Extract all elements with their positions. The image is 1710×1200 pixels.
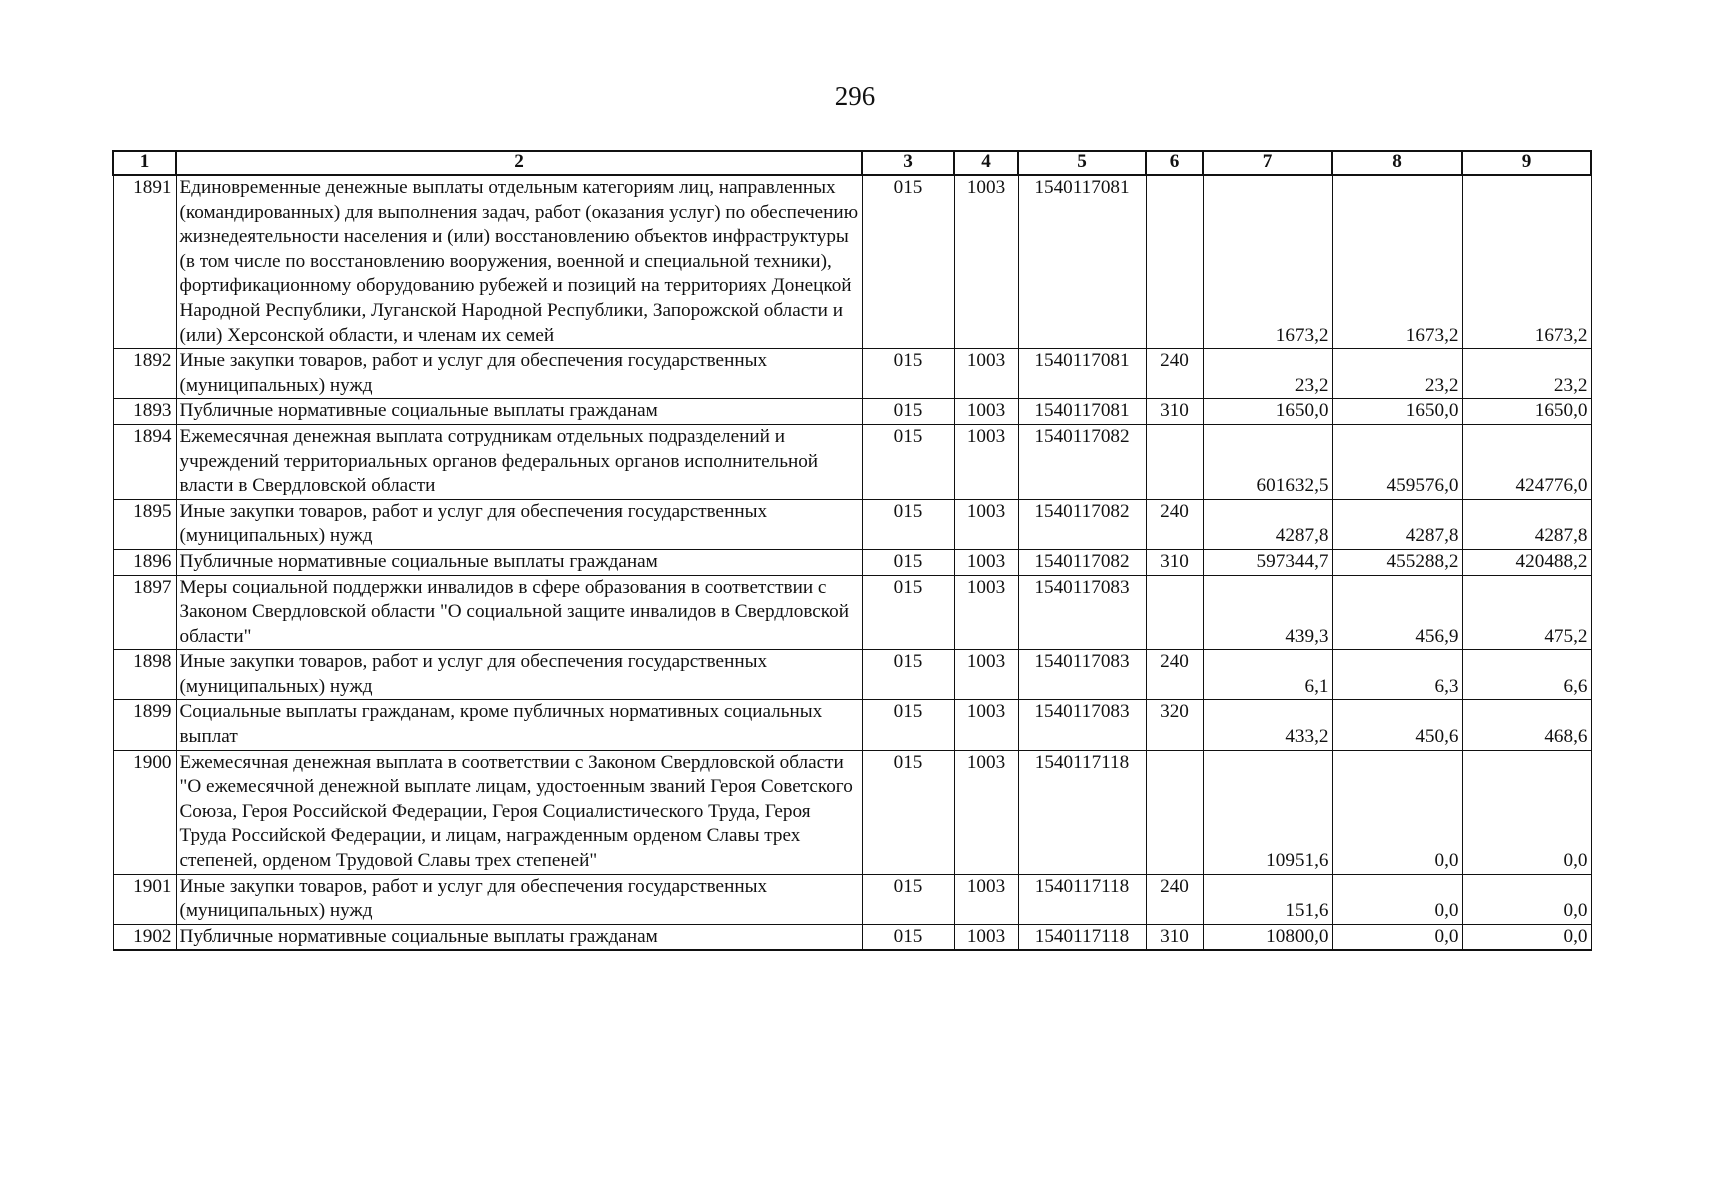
expense-type-code: 240	[1146, 874, 1203, 924]
ministry-code: 015	[862, 924, 954, 950]
section-code: 1003	[954, 349, 1018, 399]
row-description: Ежемесячная денежная выплата сотрудникам отдельных подразделений и учреждений территориальных органов федеральных органов исполнительной власти в Свердловской области	[176, 424, 862, 499]
row-description: Публичные нормативные социальные выплаты гражданам	[176, 549, 862, 575]
row-description: Иные закупки товаров, работ и услуг для обеспечения государственных (муниципальных) нужд	[176, 650, 862, 700]
table-row	[113, 349, 1591, 399]
expense-type-code: 240	[1146, 650, 1203, 700]
amount-col-7: 10951,6	[1203, 750, 1332, 874]
amount-col-7: 433,2	[1203, 700, 1332, 750]
expense-type-code: 310	[1146, 549, 1203, 575]
table-row	[113, 499, 1591, 549]
ministry-code: 015	[862, 874, 954, 924]
table-row	[113, 750, 1591, 874]
amount-col-7: 4287,8	[1203, 499, 1332, 549]
amount-col-9: 0,0	[1462, 874, 1591, 924]
header-col-3: 3	[862, 151, 954, 175]
expense-type-code	[1146, 175, 1203, 349]
amount-col-8: 459576,0	[1332, 424, 1462, 499]
row-description: Единовременные денежные выплаты отдельным категориям лиц, направленных (командированных) для выполнения задач, работ (оказания услуг) по обеспечению жизнедеятельности населения и (или) восстановлению объектов инфраструктуры (в том числе по восстановлению вооружения, военной и специальной техники), фортификационному оборудованию рубежей и позиций на территориях Донецкой Народной Республики, Луганской Народной Республики, Запорожской области и (или) Херсонской области, и членам их семей	[176, 175, 862, 349]
section-code: 1003	[954, 175, 1018, 349]
row-number: 1898	[113, 650, 176, 700]
table-row	[113, 424, 1591, 499]
row-number: 1895	[113, 499, 176, 549]
ministry-code: 015	[862, 750, 954, 874]
amount-col-9: 23,2	[1462, 349, 1591, 399]
table-row	[113, 700, 1591, 750]
amount-col-9: 468,6	[1462, 700, 1591, 750]
table-row	[113, 175, 1591, 349]
target-code: 1540117082	[1018, 499, 1146, 549]
amount-col-8: 0,0	[1332, 924, 1462, 950]
table-row	[113, 575, 1591, 650]
row-number: 1900	[113, 750, 176, 874]
ministry-code: 015	[862, 499, 954, 549]
amount-col-8: 1650,0	[1332, 399, 1462, 425]
section-code: 1003	[954, 650, 1018, 700]
header-col-4: 4	[954, 151, 1018, 175]
target-code: 1540117081	[1018, 175, 1146, 349]
amount-col-8: 0,0	[1332, 874, 1462, 924]
target-code: 1540117083	[1018, 700, 1146, 750]
header-col-7: 7	[1203, 151, 1332, 175]
row-number: 1897	[113, 575, 176, 650]
amount-col-9: 424776,0	[1462, 424, 1591, 499]
target-code: 1540117118	[1018, 874, 1146, 924]
expense-type-code: 320	[1146, 700, 1203, 750]
ministry-code: 015	[862, 399, 954, 425]
row-description: Иные закупки товаров, работ и услуг для обеспечения государственных (муниципальных) нужд	[176, 874, 862, 924]
amount-col-8: 1673,2	[1332, 175, 1462, 349]
amount-col-7: 1650,0	[1203, 399, 1332, 425]
amount-col-7: 439,3	[1203, 575, 1332, 650]
amount-col-8: 23,2	[1332, 349, 1462, 399]
ministry-code: 015	[862, 700, 954, 750]
table-row	[113, 549, 1591, 575]
ministry-code: 015	[862, 349, 954, 399]
amount-col-7: 601632,5	[1203, 424, 1332, 499]
amount-col-9: 1650,0	[1462, 399, 1591, 425]
section-code: 1003	[954, 924, 1018, 950]
row-number: 1891	[113, 175, 176, 349]
target-code: 1540117082	[1018, 424, 1146, 499]
expense-type-code: 310	[1146, 924, 1203, 950]
amount-col-8: 0,0	[1332, 750, 1462, 874]
amount-col-8: 4287,8	[1332, 499, 1462, 549]
target-code: 1540117081	[1018, 349, 1146, 399]
header-col-5: 5	[1018, 151, 1146, 175]
expense-type-code: 310	[1146, 399, 1203, 425]
target-code: 1540117118	[1018, 924, 1146, 950]
section-code: 1003	[954, 874, 1018, 924]
row-description: Публичные нормативные социальные выплаты гражданам	[176, 399, 862, 425]
header-col-9: 9	[1462, 151, 1591, 175]
row-description: Публичные нормативные социальные выплаты гражданам	[176, 924, 862, 950]
section-code: 1003	[954, 700, 1018, 750]
ministry-code: 015	[862, 650, 954, 700]
amount-col-9: 475,2	[1462, 575, 1591, 650]
amount-col-9: 0,0	[1462, 750, 1591, 874]
header-col-6: 6	[1146, 151, 1203, 175]
expense-type-code: 240	[1146, 349, 1203, 399]
amount-col-9: 1673,2	[1462, 175, 1591, 349]
header-col-2: 2	[176, 151, 862, 175]
target-code: 1540117083	[1018, 650, 1146, 700]
amount-col-8: 6,3	[1332, 650, 1462, 700]
budget-table	[112, 150, 1592, 951]
amount-col-7: 151,6	[1203, 874, 1332, 924]
amount-col-7: 10800,0	[1203, 924, 1332, 950]
row-number: 1901	[113, 874, 176, 924]
expense-type-code	[1146, 424, 1203, 499]
row-number: 1896	[113, 549, 176, 575]
amount-col-9: 0,0	[1462, 924, 1591, 950]
ministry-code: 015	[862, 175, 954, 349]
table-row	[113, 399, 1591, 425]
ministry-code: 015	[862, 549, 954, 575]
expense-type-code	[1146, 750, 1203, 874]
target-code: 1540117083	[1018, 575, 1146, 650]
page-number: 296	[834, 81, 876, 111]
expense-type-code: 240	[1146, 499, 1203, 549]
amount-col-7: 1673,2	[1203, 175, 1332, 349]
amount-col-7: 597344,7	[1203, 549, 1332, 575]
ministry-code: 015	[862, 575, 954, 650]
row-description: Иные закупки товаров, работ и услуг для обеспечения государственных (муниципальных) нужд	[176, 349, 862, 399]
row-number: 1894	[113, 424, 176, 499]
row-number: 1893	[113, 399, 176, 425]
amount-col-8: 456,9	[1332, 575, 1462, 650]
row-description: Социальные выплаты гражданам, кроме публичных нормативных социальных выплат	[176, 700, 862, 750]
target-code: 1540117082	[1018, 549, 1146, 575]
expense-type-code	[1146, 575, 1203, 650]
table-row	[113, 650, 1591, 700]
amount-col-7: 23,2	[1203, 349, 1332, 399]
row-number: 1899	[113, 700, 176, 750]
amount-col-9: 4287,8	[1462, 499, 1591, 549]
header-col-1: 1	[113, 151, 176, 175]
row-number: 1892	[113, 349, 176, 399]
section-code: 1003	[954, 424, 1018, 499]
row-description: Иные закупки товаров, работ и услуг для обеспечения государственных (муниципальных) нужд	[176, 499, 862, 549]
target-code: 1540117081	[1018, 399, 1146, 425]
target-code: 1540117118	[1018, 750, 1146, 874]
ministry-code: 015	[862, 424, 954, 499]
row-number: 1902	[113, 924, 176, 950]
table-row	[113, 874, 1591, 924]
header-row	[113, 151, 1591, 175]
amount-col-9: 6,6	[1462, 650, 1591, 700]
header-col-8: 8	[1332, 151, 1462, 175]
section-code: 1003	[954, 575, 1018, 650]
amount-col-8: 450,6	[1332, 700, 1462, 750]
section-code: 1003	[954, 399, 1018, 425]
section-code: 1003	[954, 750, 1018, 874]
section-code: 1003	[954, 499, 1018, 549]
section-code: 1003	[954, 549, 1018, 575]
amount-col-7: 6,1	[1203, 650, 1332, 700]
table-row	[113, 924, 1591, 950]
amount-col-9: 420488,2	[1462, 549, 1591, 575]
row-description: Меры социальной поддержки инвалидов в сфере образования в соответствии с Законом Свердловской области "О социальной защите инвалидов в Свердловской области"	[176, 575, 862, 650]
row-description: Ежемесячная денежная выплата в соответствии с Законом Свердловской области "О ежемесячной денежной выплате лицам, удостоенным званий Героя Советского Союза, Героя Российской Федерации, Героя Социалистического Труда, Героя Труда Российской Федерации, и лицам, награжденным орденом Славы трех степеней, орденом Трудовой Славы трех степеней"	[176, 750, 862, 874]
amount-col-8: 455288,2	[1332, 549, 1462, 575]
